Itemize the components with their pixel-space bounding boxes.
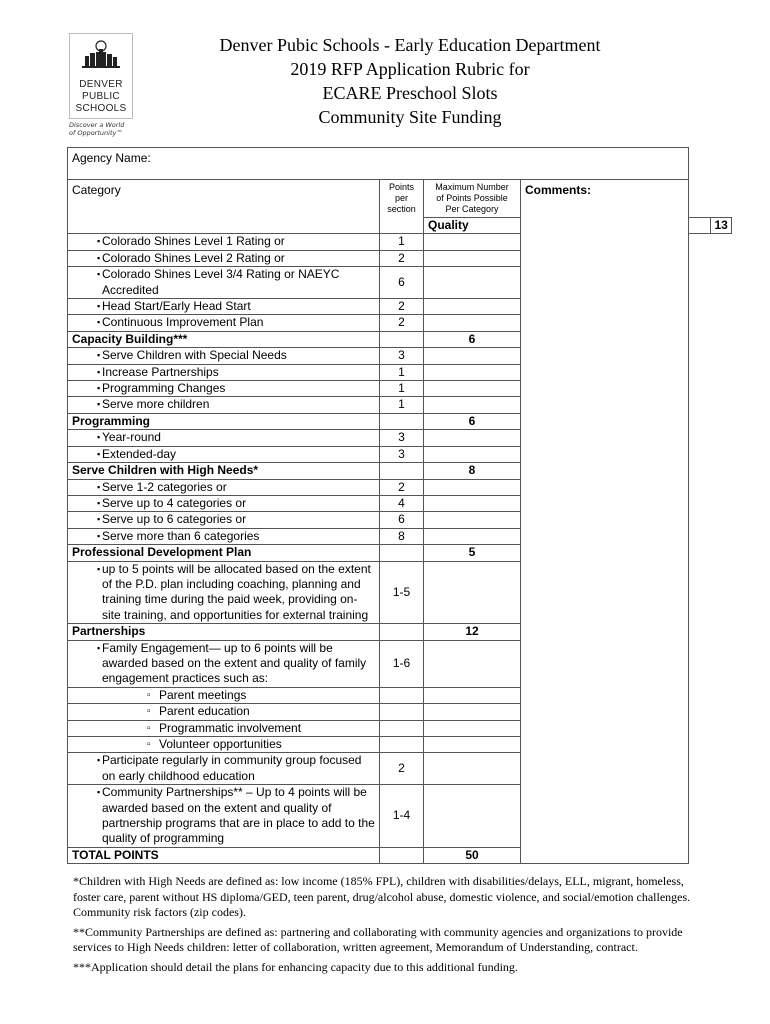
- rubric-table: [67, 147, 732, 864]
- max-cell: [424, 720, 521, 736]
- section-high-needs-name: Serve Children with High Needs*: [68, 463, 380, 479]
- points-cell: 3: [380, 348, 424, 364]
- list-item: ▪ Head Start/Early Head Start: [68, 299, 380, 315]
- logo-word-public: PUBLIC: [82, 91, 120, 102]
- section-capacity-points: [380, 331, 424, 347]
- sub-list-item: ▫ Parent meetings: [68, 687, 380, 703]
- list-item: ▪ Year-round: [68, 430, 380, 446]
- max-cell: [424, 381, 521, 397]
- footnote-high-needs: *Children with High Needs are defined as: low income (185% FPL), children with disabilities/delays, ELL, migrant, homeless, foster care, parent without HS diploma/GED, teen parent, drug/alcohol abuse, domestic violence, and social/emotion challenges. Community risk factors (zip codes).: [73, 874, 691, 920]
- points-cell: 1-4: [380, 785, 424, 848]
- points-cell: [380, 687, 424, 703]
- points-cell: 2: [380, 315, 424, 331]
- total-value: 50: [424, 847, 521, 863]
- max-cell: [424, 234, 521, 250]
- title-line-4: Community Site Funding: [318, 107, 502, 127]
- points-cell: 1-5: [380, 561, 424, 624]
- header-points-l3: section: [387, 204, 416, 214]
- logo-word-denver: DENVER: [79, 79, 123, 90]
- logo-tagline-line1: Discover a World: [69, 121, 125, 129]
- points-cell: [380, 720, 424, 736]
- section-capacity-max: 6: [424, 331, 521, 347]
- section-quality-max: 13: [710, 218, 732, 234]
- list-item: ▪ Programming Changes: [68, 381, 380, 397]
- logo-tagline-line2: of Opportunity™: [69, 129, 123, 137]
- max-cell: [424, 737, 521, 753]
- sub-list-item: ▫ Programmatic involvement: [68, 720, 380, 736]
- logo-tagline: [69, 121, 124, 137]
- list-item: ▪ Colorado Shines Level 3/4 Rating or NAEYC Accredited: [68, 267, 380, 299]
- header-max-l3: Per Category: [445, 204, 499, 214]
- list-item: ▪ Increase Partnerships: [68, 364, 380, 380]
- header-max-l2: of Points Possible: [436, 193, 508, 203]
- max-cell: [424, 495, 521, 511]
- total-points-cell: [380, 847, 424, 863]
- max-cell: [424, 267, 521, 299]
- header-max-points: [424, 180, 521, 218]
- list-item: ▪ Serve up to 6 categories or: [68, 512, 380, 528]
- comments-column[interactable]: [521, 180, 689, 864]
- points-cell: 1: [380, 397, 424, 413]
- max-cell: [424, 640, 521, 687]
- agency-name-label: Agency Name:: [72, 151, 151, 165]
- points-cell: [380, 704, 424, 720]
- list-item: ▪ Participate regularly in community group focused on early childhood education: [68, 753, 380, 785]
- list-item: ▪ up to 5 points will be allocated based on the extent of the P.D. plan including coaching, planning and training time during the paid week, providing on-site training, and opportunities for external training: [68, 561, 380, 624]
- list-item: ▪ Colorado Shines Level 2 Rating or: [68, 250, 380, 266]
- points-cell: 4: [380, 495, 424, 511]
- max-cell: [424, 299, 521, 315]
- points-cell: 2: [380, 299, 424, 315]
- points-cell: 8: [380, 528, 424, 544]
- points-cell: 2: [380, 479, 424, 495]
- max-cell: [424, 528, 521, 544]
- max-cell: [424, 348, 521, 364]
- list-item: ▪ Serve more children: [68, 397, 380, 413]
- header-points-l2: per: [394, 193, 408, 203]
- section-partnerships-max: 12: [424, 624, 521, 640]
- header-max-l1: Maximum Number: [435, 182, 509, 192]
- header-points: [380, 180, 424, 234]
- points-cell: 1: [380, 364, 424, 380]
- section-partnerships-points: [380, 624, 424, 640]
- max-cell: [424, 687, 521, 703]
- points-cell: 6: [380, 267, 424, 299]
- max-cell: [424, 446, 521, 462]
- points-cell: 2: [380, 753, 424, 785]
- max-cell: [424, 430, 521, 446]
- points-cell: [380, 737, 424, 753]
- section-pd-points: [380, 545, 424, 561]
- points-cell: 1-6: [380, 640, 424, 687]
- points-cell: 6: [380, 512, 424, 528]
- list-item: ▪ Serve up to 4 categories or: [68, 495, 380, 511]
- max-cell: [424, 753, 521, 785]
- title-line-1: Denver Pubic Schools - Early Education Department: [219, 35, 601, 55]
- list-item: ▪ Extended-day: [68, 446, 380, 462]
- max-cell: [424, 250, 521, 266]
- points-cell: 3: [380, 430, 424, 446]
- total-label: TOTAL POINTS: [68, 847, 380, 863]
- points-cell: 1: [380, 234, 424, 250]
- header-comments: Comments:: [525, 183, 592, 197]
- logo-word-schools: SCHOOLS: [75, 103, 127, 114]
- section-high-needs-max: 8: [424, 463, 521, 479]
- section-pd-name: Professional Development Plan: [68, 545, 380, 561]
- section-programming-points: [380, 413, 424, 429]
- title-line-2: 2019 RFP Application Rubric for: [290, 59, 530, 79]
- list-item: ▪ Family Engagement— up to 6 points will be awarded based on the extent and quality of family engagement practices such as:: [68, 640, 380, 687]
- header-category: Category: [68, 180, 380, 234]
- list-item: ▪ Serve Children with Special Needs: [68, 348, 380, 364]
- footnote-community-partnerships: **Community Partnerships are defined as: partnering and collaborating with community agencies and organizations to provide services to High Needs children: letter of collaboration, written agreement, Memorandum of Understanding, contract.: [73, 924, 683, 955]
- section-programming-max: 6: [424, 413, 521, 429]
- section-pd-max: 5: [424, 545, 521, 561]
- section-quality-name: Quality: [424, 218, 521, 234]
- max-cell: [424, 561, 521, 624]
- max-cell: [424, 512, 521, 528]
- list-item: ▪ Serve 1-2 categories or: [68, 479, 380, 495]
- max-cell: [424, 315, 521, 331]
- list-item: ▪ Continuous Improvement Plan: [68, 315, 380, 331]
- city-skyline-icon: [82, 40, 120, 68]
- max-cell: [424, 785, 521, 848]
- agency-name-field[interactable]: [68, 148, 689, 180]
- section-quality-points: [689, 218, 710, 234]
- list-item: ▪ Serve more than 6 categories: [68, 528, 380, 544]
- footnote-capacity: ***Application should detail the plans for enhancing capacity due to this additional funding.: [73, 959, 518, 974]
- sub-list-item: ▫ Parent education: [68, 704, 380, 720]
- points-cell: 1: [380, 381, 424, 397]
- document-title: [180, 33, 640, 129]
- title-line-3: ECARE Preschool Slots: [322, 83, 498, 103]
- points-cell: 2: [380, 250, 424, 266]
- max-cell: [424, 704, 521, 720]
- footnotes: [73, 874, 703, 980]
- list-item: ▪ Community Partnerships** – Up to 4 points will be awarded based on the extent and quality of partnership programs that are in place to add to the quality of programming: [68, 785, 380, 848]
- max-cell: [424, 479, 521, 495]
- list-item: ▪ Colorado Shines Level 1 Rating or: [68, 234, 380, 250]
- points-cell: 3: [380, 446, 424, 462]
- header-points-l1: Points: [388, 182, 414, 192]
- max-cell: [424, 364, 521, 380]
- section-programming-name: Programming: [68, 413, 380, 429]
- sub-list-item: ▫ Volunteer opportunities: [68, 737, 380, 753]
- section-high-needs-points: [380, 463, 424, 479]
- section-partnerships-name: Partnerships: [68, 624, 380, 640]
- max-cell: [424, 397, 521, 413]
- dps-logo: [69, 33, 133, 119]
- section-capacity-name: Capacity Building***: [68, 331, 380, 347]
